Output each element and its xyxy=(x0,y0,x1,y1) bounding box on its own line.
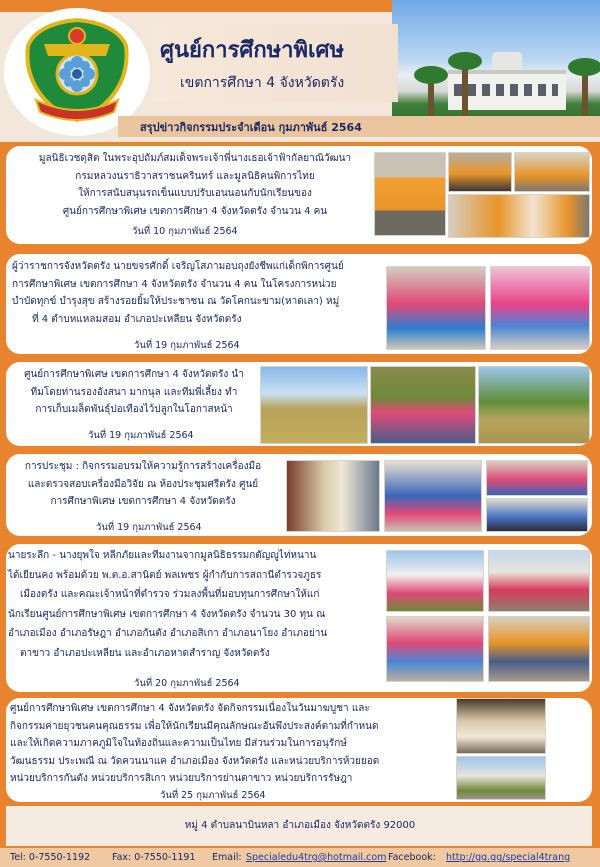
palm-tree-icon xyxy=(462,64,468,116)
news-line: ศูนย์การศึกษาพิเศษ เขตการศึกษา 4 จังหวัดตรัง นำ xyxy=(24,369,244,380)
page-title: ศูนย์การศึกษาพิเศษ xyxy=(160,38,345,63)
photo-scholarship xyxy=(386,550,484,612)
photo-training-meeting xyxy=(286,460,380,532)
news-date-1: วันที่ 10 กุมภาพันธ์ 2564 xyxy=(132,226,238,237)
photo-seed-harvest xyxy=(260,366,368,444)
photo-seed-harvest xyxy=(370,366,476,444)
photo-scholarship xyxy=(488,550,590,612)
news-text-5 xyxy=(8,546,384,663)
news-line: กิจกรรมค่ายยุวชนคนคุณธรรม เพื่อให้นักเรียนมีคุณลักษณะอันพึงประสงค์ตามที่กำหนด xyxy=(10,720,379,732)
header xyxy=(0,0,600,142)
news-line: การศึกษาพิเศษ เขตการศึกษา 4 จังหวัดตรัง จำนวน 4 คน ในโครงการหน่วย xyxy=(12,278,337,290)
news-line: ตาขาว อำเภอปะเหลียน และอำเภอหาดสำราญ จังหวัดตรัง xyxy=(20,647,270,659)
news-line: ที่ 4 ตำบหแหลมสอม อำเภอปะเหลียน จังหวัดตรัง xyxy=(32,313,242,325)
news-line: การประชุม : กิจกรรมอบรมให้ความรู้การสร้างเครื่องมือ xyxy=(24,461,262,472)
news-date-6: วันที่ 25 กุมภาพันธ์ 2564 xyxy=(160,790,266,801)
email-label: Email: xyxy=(212,852,242,863)
photo-scholarship xyxy=(488,616,590,682)
news-line: บำบัดทุกข์ บำรุงสุข สร้างรอยยิ้มให้ประชาชน ณ วัดโคกนะขาม(หาดเลา) หมู่ xyxy=(12,296,340,307)
special-education-emblem-icon xyxy=(22,16,132,124)
news-line: ทีมโดยท่านรองอังสนา มากนุล และทีมพี่เลี้ยง ทำ xyxy=(30,386,238,398)
news-line: วัฒนธรรม ประเพณี ณ วัดควนนาแค อำเภอเมือง จังหวัดตรัง และหน่วยบริการห้วยยอด xyxy=(10,755,380,767)
news-line: เมืองตรัง และคณะเจ้าหน้าที่ตำรวจ ร่วมลงพื้นที่มอบทุนการศึกษาให้แก่ xyxy=(20,589,320,600)
page-subtitle: เขตการศึกษา 4 จังหวัดตรัง xyxy=(180,75,345,91)
news-line: นักเรียนศูนย์การศึกษาพิเศษ เขตการศึกษา 4 จังหวัดตรัง จำนวน 30 ทุน ณ xyxy=(8,608,326,620)
photo-seed-harvest xyxy=(478,366,590,444)
news-line: การศึกษาพิเศษ เขตการศึกษา 4 จังหวัดตรัง xyxy=(50,496,236,507)
palm-tree-icon xyxy=(428,78,434,118)
photo-scholarship xyxy=(386,616,484,682)
building-dome xyxy=(492,52,522,72)
news-line: และตรวจสอบเครื่องมือวิจัย ณ ห้องประชุมศรีตรัง ศูนย์ xyxy=(27,478,259,490)
news-card-5 xyxy=(6,544,592,692)
photo-makha-bucha xyxy=(456,756,546,800)
facebook-link[interactable]: http://gg.gg/special4trang xyxy=(446,852,571,863)
photo-makha-bucha xyxy=(456,698,546,754)
news-text-4 xyxy=(8,458,278,511)
news-card-3 xyxy=(6,362,592,446)
photo-training-meeting xyxy=(384,460,482,532)
news-text-3 xyxy=(10,366,258,419)
news-line: และให้เกิดความภาคภูมิใจในท้องถิ่นและความเป็นไทย มีส่วนร่วมในการอนุรักษ์ xyxy=(10,738,347,749)
news-card-2 xyxy=(6,254,592,354)
news-text-1 xyxy=(10,150,380,220)
news-line: ให้การสนับสนุนรถเข็นแบบปรับเอนนอนกับนักเรียนของ xyxy=(78,188,312,199)
photo-wheelchair-donation xyxy=(514,152,590,192)
summary-title: สรุปข่าวกิจกรรมประจำเดือน กุมภาพันธ์ 2564 xyxy=(140,121,362,134)
news-date-4: วันที่ 19 กุมภาพันธ์ 2564 xyxy=(96,522,202,533)
news-line: หน่วยบริการกันตัง หน่วยบริการสิเกา หน่วยบริการย่านตาขาว หน่วยบริการรัษฎา xyxy=(10,773,353,784)
news-line: มูลนิธิเวชดุสิต ในพระอุปถัมภ์สมเด็จพระเจ้าพี่นางเธอเจ้าฟ้ากัลยาณิวัฒนา xyxy=(38,153,352,164)
phone-number: Tel: 0-7550-1192 xyxy=(10,852,91,863)
photo-wheelchair-donation xyxy=(448,152,512,192)
news-line: ศูนย์การศึกษาพิเศษ เขตการศึกษา 4 จังหวัดตรัง จำนวน 4 คน xyxy=(62,205,328,217)
news-line: อำเภอเมือง อำเภอรัษฎา อำเภอกันตัง อำเภอสิเกา อำเภอนาโยง อำเภอย่าน xyxy=(8,628,328,639)
photo-wheelchair-donation xyxy=(448,194,590,238)
news-card-6 xyxy=(6,698,592,802)
photo-wheelchair-donation xyxy=(374,152,446,236)
news-text-2 xyxy=(12,258,382,328)
fax-number: Fax: 0-7550-1191 xyxy=(112,852,196,863)
news-line: กรมหลวงนราธิวาสราชนครินทร์ และมูลนิธิคนพิการไทย xyxy=(75,170,315,182)
news-card-1 xyxy=(6,146,592,244)
news-date-5: วันที่ 20 กุมภาพันธ์ 2564 xyxy=(134,678,240,689)
news-date-2: วันที่ 19 กุมภาพันธ์ 2564 xyxy=(134,340,240,351)
palm-tree-icon xyxy=(582,70,588,116)
news-line: การเก็บเมล็ดพันธุ์ปอเทืองไว้ปลูกในโอกาสหน้า xyxy=(35,404,233,415)
photo-training-meeting xyxy=(486,498,588,532)
news-line: ผู้ว่าราชการจังหวัดตรัง นายขจรศักดิ์ เจริญโสภามอบถุงยังชีพแก่เด็กพิการศูนย์ xyxy=(12,261,344,272)
photo-governor-gift xyxy=(386,266,486,350)
news-line: ศูนย์การศึกษาพิเศษ เขตการศึกษา 4 จังหวัดตรัง จัดกิจกรรมเนื่องในวันมาฆบูชา และ xyxy=(10,703,370,714)
facebook-label: Facebook: xyxy=(388,852,436,863)
photo-training-meeting xyxy=(486,460,588,496)
news-date-3: วันที่ 19 กุมภาพันธ์ 2564 xyxy=(88,430,194,441)
news-line: ได้เยียนคง พร้อมด้วย พ.ต.อ.สานิตย์ พลเพชร ผู้กำกับการสถานีตำรวจภูธร xyxy=(8,569,322,581)
news-line: นายระลึก - นางยุพใจ หลีกภัยและทีมงานจากมูลนิธิธรรมกตัญญูไท่หนาน xyxy=(8,550,317,561)
news-text-6 xyxy=(10,700,450,788)
news-card-4 xyxy=(6,454,592,536)
contact-bar xyxy=(0,848,600,867)
footer-address: หมู่ 4 ตำบลนาบินหลา อำเภอเมือง จังหวัดตรัง 92000 xyxy=(184,820,416,831)
photo-governor-gift xyxy=(490,266,590,350)
email-link[interactable]: Specialedu4trg@hotmail.com xyxy=(246,852,387,863)
